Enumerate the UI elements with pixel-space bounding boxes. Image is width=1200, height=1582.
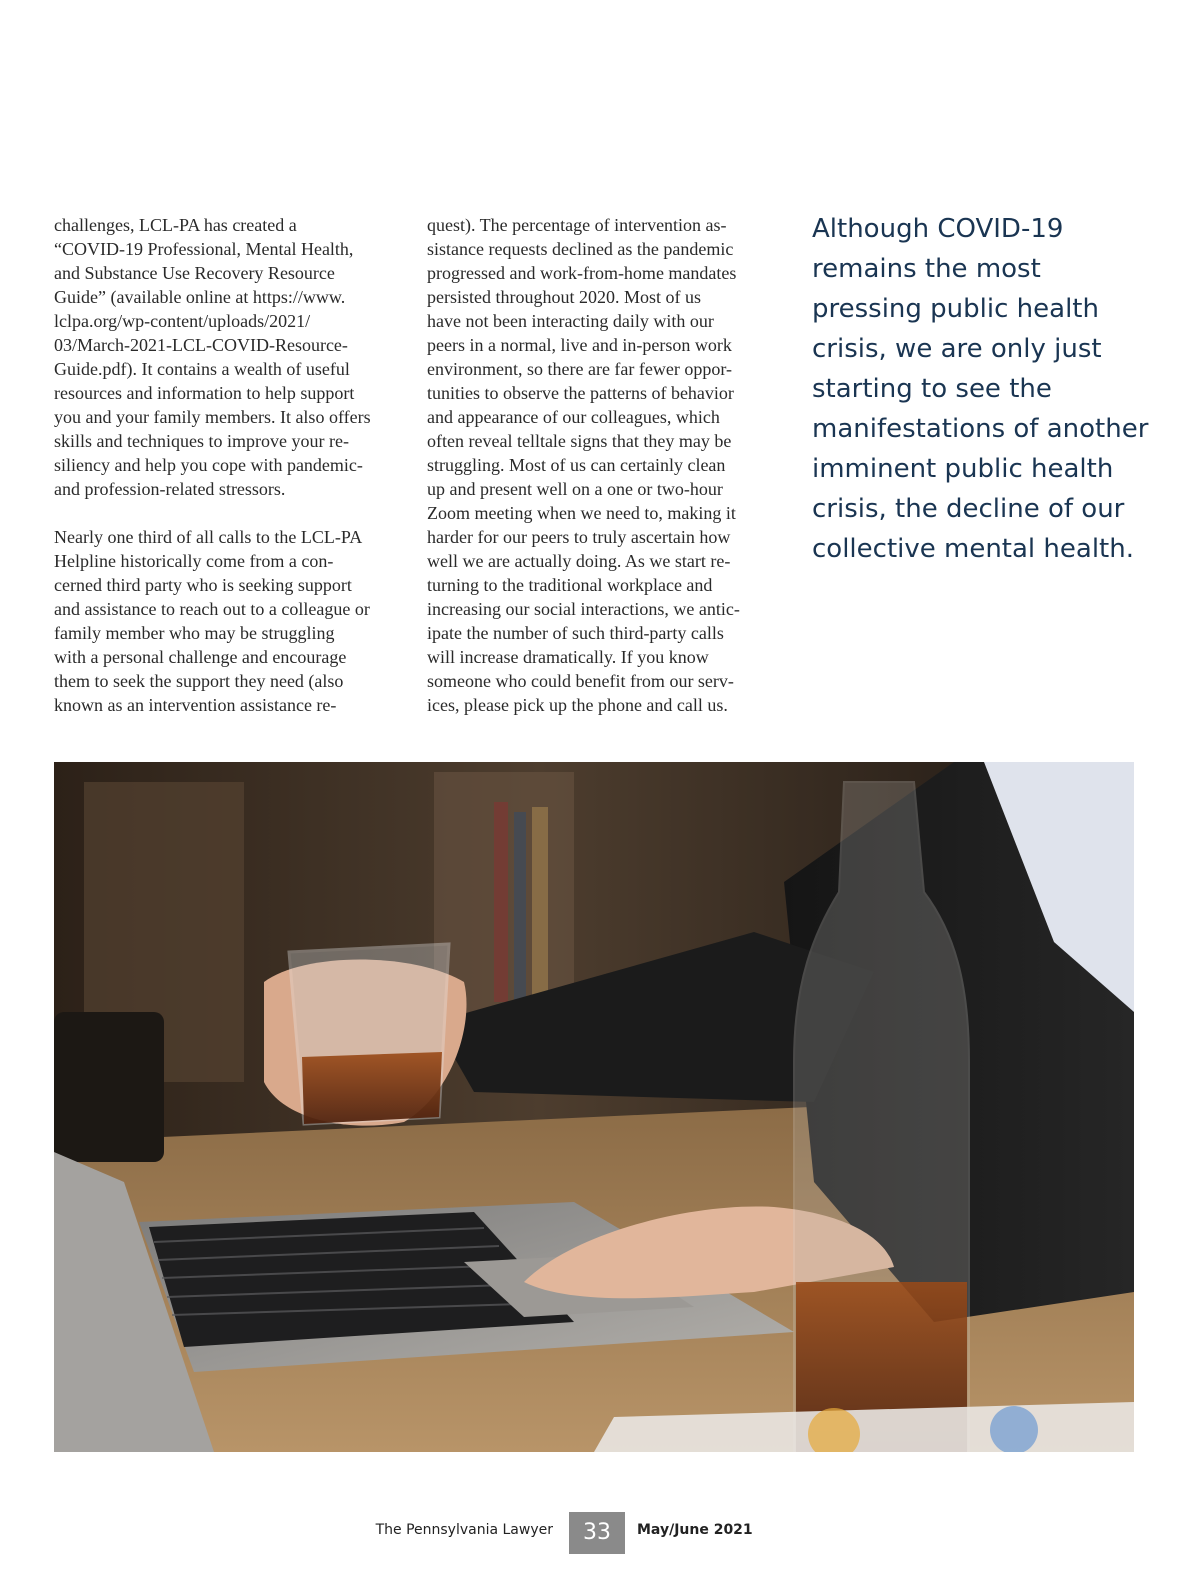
article-paragraph: Nearly one third of all calls to the LCL-PA Helpline historically come from a con- cerned third party who is seeking support and assistance to reach out to a colleague or family member who may be struggling with a personal challenge and encourage them to seek the support they need (also known as an intervention assistance re-: [54, 527, 370, 715]
article-paragraph: quest). The percentage of intervention as- sistance requests declined as the pandemic progressed and work-from-home mandates persisted throughout 2020. Most of us have not been interacting daily with our peers in a normal, live and in-person work environment, so there are far fewer oppor- tunities to observe the patterns of behavior and appearance of our colleagues, which often reveal telltale signs that they may be struggling. Most of us can certainly clean up and present well on a one or two-hour Zoom meeting when we need to, making it harder for our peers to truly ascertain how well we are actually doing. As we start re- turning to the traditional workplace and increasing our social interactions, we antic- ipate the number of such third-party calls will increase dramatically. If you know someone who could benefit from our serv- ices, please pick up the phone and call us.: [427, 215, 740, 715]
pull-quote: Although COVID-19 remains the most pressing public health crisis, we are only just starting to see the manifestations of another imminent public health crisis, the decline of our collective mental health.: [812, 214, 1149, 564]
article-column-1: [54, 213, 404, 717]
publication-name: The Pennsylvania Lawyer: [375, 1522, 553, 1538]
page-number: 33: [569, 1512, 625, 1554]
article-paragraph: challenges, LCL-PA has created a “COVID-19 Professional, Mental Health, and Substance Use Recovery Resource Guide” (available online at https://www. lclpa.org/wp-content/uploads/2021/ 03/March-2021-LCL-COVID-Resource- Guide.pdf). It contains a wealth of useful resources and information to help support you and your family members. It also offers skills and techniques to improve your re- siliency and help you cope with pandemic- and profession-related stressors.: [54, 215, 371, 499]
issue-date: May/June 2021: [637, 1522, 753, 1538]
article-photo: [54, 762, 1134, 1452]
page-footer: [0, 1512, 1200, 1552]
article-column-2: [427, 213, 777, 717]
